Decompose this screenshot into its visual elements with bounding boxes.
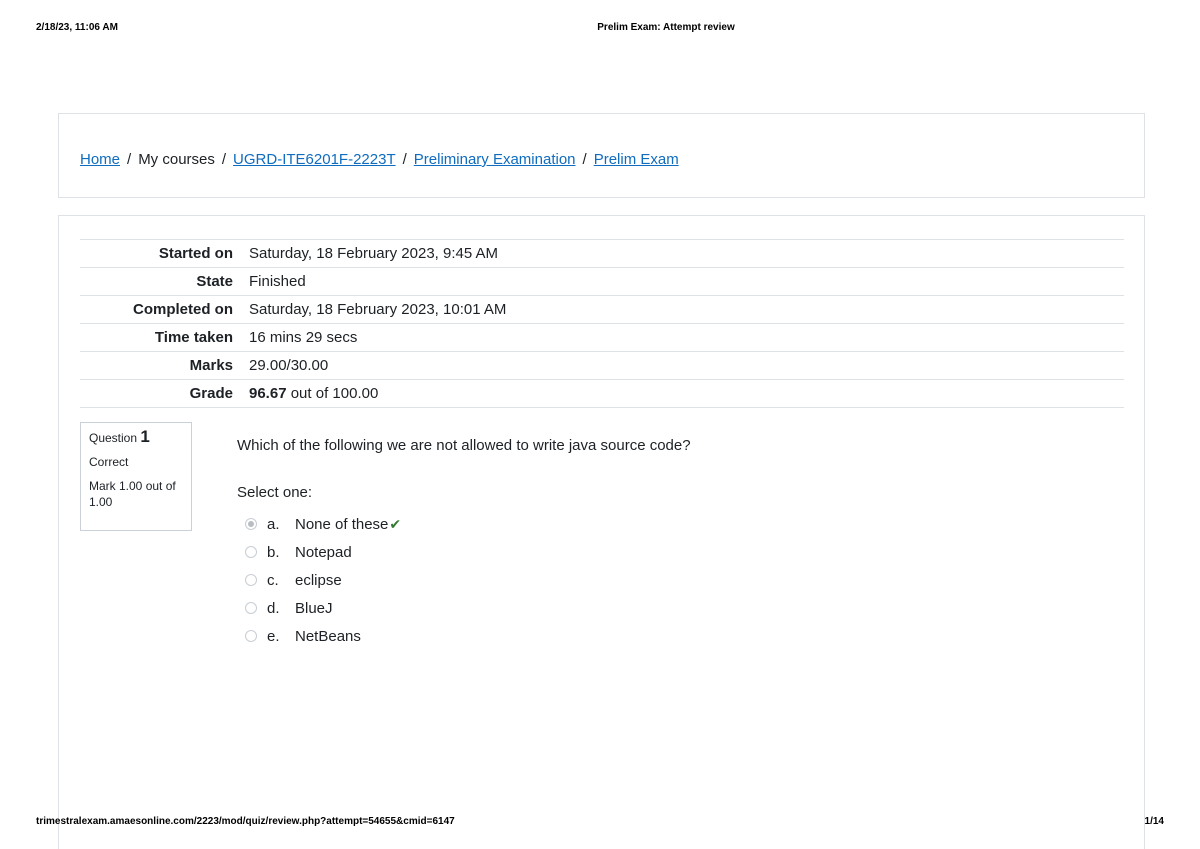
answer-option-b[interactable]: [245, 538, 401, 566]
summary-row: [80, 268, 1124, 296]
summary-label-time-taken: Time taken: [154, 329, 233, 346]
answer-text: NetBeans: [295, 627, 361, 645]
radio-button-selected[interactable]: [245, 518, 257, 530]
summary-row: [80, 380, 1124, 408]
radio-button[interactable]: [245, 630, 257, 642]
summary-row: [80, 240, 1124, 268]
grade-score: 96.67: [249, 385, 287, 402]
summary-row: [80, 296, 1124, 324]
question-number: [89, 429, 183, 446]
answer-list: [245, 510, 401, 650]
answer-letter: b.: [267, 543, 280, 561]
question-number-value: 1: [140, 427, 150, 446]
breadcrumb-separator: /: [402, 151, 407, 168]
answer-text: eclipse: [295, 571, 342, 589]
question-prefix: Question: [89, 431, 138, 445]
radio-button[interactable]: [245, 574, 257, 586]
summary-value-started: Saturday, 18 February 2023, 9:45 AM: [249, 245, 499, 262]
breadcrumb-separator: /: [127, 151, 132, 168]
radio-button[interactable]: [245, 602, 257, 614]
answer-letter: e.: [267, 627, 280, 645]
summary-row: [80, 324, 1124, 352]
question-mark: Mark 1.00 out of 1.00: [89, 479, 176, 509]
summary-label-marks: Marks: [189, 357, 233, 374]
answer-option-e[interactable]: [245, 622, 401, 650]
radio-button[interactable]: [245, 546, 257, 558]
summary-value-marks: 29.00/30.00: [249, 357, 329, 374]
answer-text: None of these: [295, 515, 389, 533]
breadcrumb-separator: /: [221, 151, 227, 168]
question-text: Which of the following we are not allowed to write java source code?: [237, 437, 691, 454]
select-one-prompt: Select one:: [237, 484, 313, 501]
summary-value-grade: [241, 380, 1124, 408]
summary-label-completed: Completed on: [133, 301, 233, 318]
breadcrumb-quiz-link[interactable]: Prelim Exam: [593, 151, 679, 168]
breadcrumb-card: [58, 113, 1145, 198]
summary-value-state: Finished: [249, 273, 306, 290]
answer-letter: a.: [267, 515, 280, 533]
summary-value-completed: Saturday, 18 February 2023, 10:01 AM: [249, 301, 507, 318]
breadcrumb-section-link[interactable]: Preliminary Examination: [413, 151, 576, 168]
breadcrumb-home-link[interactable]: Home: [80, 151, 121, 168]
print-page-title: Prelim Exam: Attempt review: [597, 22, 735, 33]
attempt-review-card: [58, 215, 1145, 849]
answer-letter: c.: [267, 571, 279, 589]
breadcrumb-course-link[interactable]: UGRD-ITE6201F-2223T: [233, 151, 396, 168]
breadcrumb-separator: /: [582, 151, 587, 168]
answer-text: BlueJ: [295, 599, 333, 617]
answer-option-a[interactable]: [245, 510, 401, 538]
grade-suffix: out of 100.00: [286, 385, 379, 402]
answer-text: Notepad: [295, 543, 352, 561]
breadcrumb-my-courses: My courses: [138, 151, 215, 168]
breadcrumb: [80, 151, 679, 168]
print-datetime: 2/18/23, 11:06 AM: [36, 22, 118, 33]
question-status: Correct: [89, 455, 129, 469]
summary-row: [80, 352, 1124, 380]
answer-letter: d.: [267, 599, 280, 617]
check-icon: ✔: [389, 515, 402, 532]
print-page-number: 1/14: [1144, 816, 1164, 827]
summary-label-state: State: [196, 273, 233, 290]
print-url: trimestralexam.amaesonline.com/2223/mod/quiz/review.php?attempt=54655&cmid=6147: [36, 816, 455, 827]
answer-option-c[interactable]: [245, 566, 401, 594]
answer-option-d[interactable]: [245, 594, 401, 622]
attempt-summary-table: [80, 239, 1124, 408]
question-info-box: [80, 422, 192, 531]
summary-label-grade: Grade: [189, 385, 233, 402]
summary-label-started: Started on: [158, 245, 233, 262]
summary-value-time-taken: 16 mins 29 secs: [249, 329, 358, 346]
